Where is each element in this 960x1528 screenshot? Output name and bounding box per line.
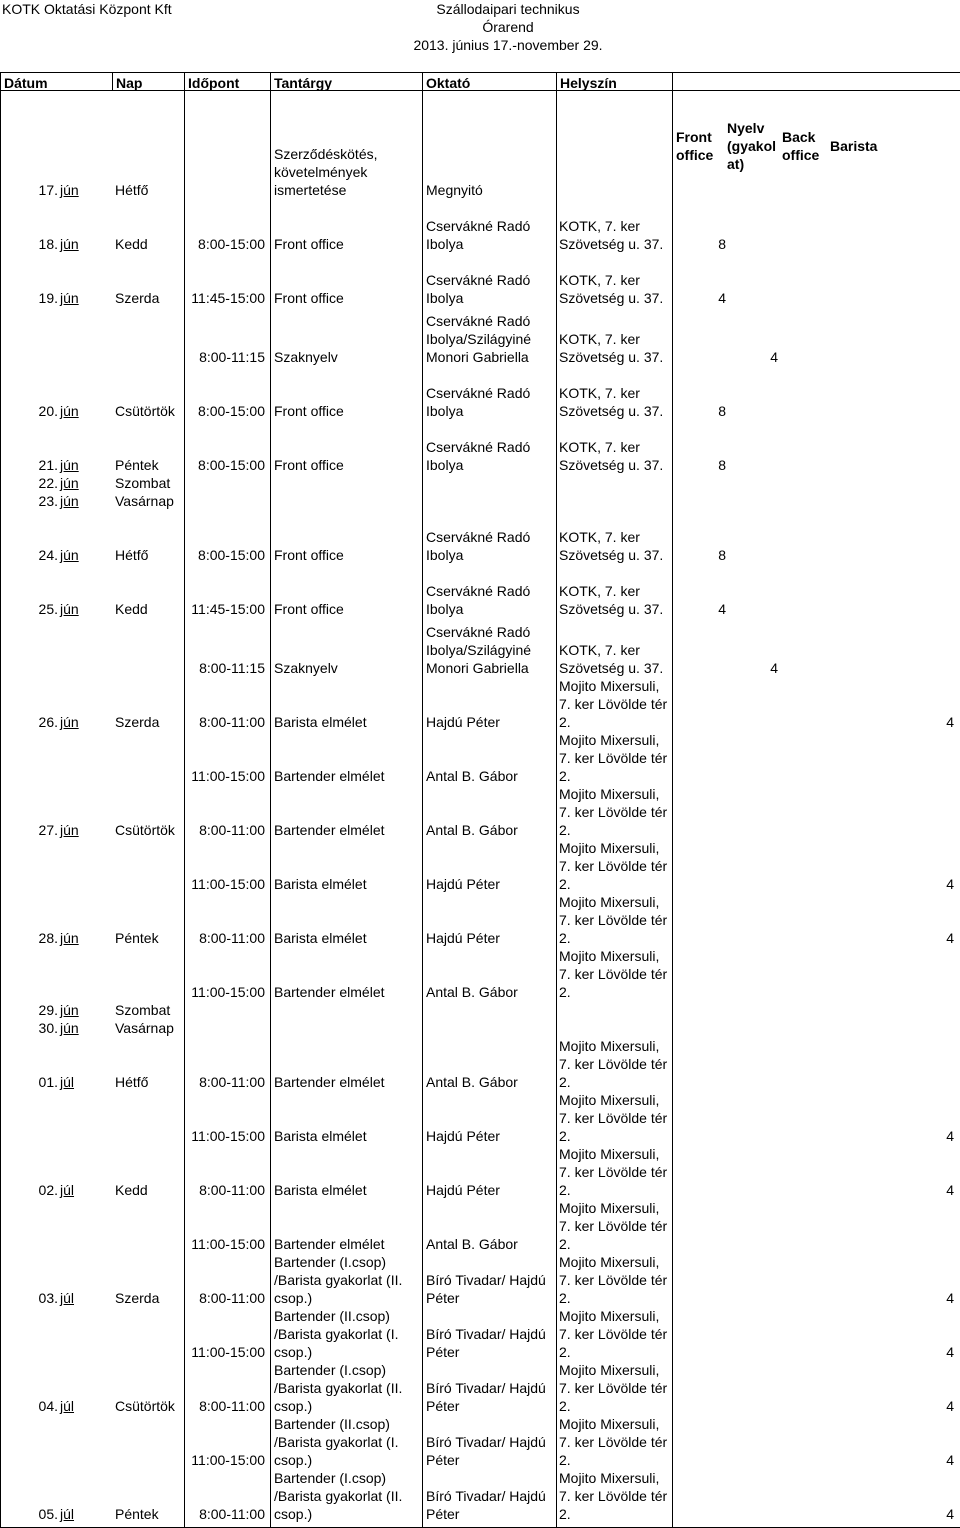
date-number: 23. [38, 493, 58, 509]
day-name: Hétfő [115, 182, 149, 198]
date-month: jún [60, 290, 79, 306]
program-name: Szállodaipari technikus [436, 1, 580, 17]
subject-cell: Bartender elmélet [274, 768, 385, 784]
subject-cell: Barista elmélet [274, 876, 367, 892]
front-office-hours: 4 [718, 290, 726, 306]
date-number: 01. [38, 1074, 58, 1090]
date-number: 29. [38, 1002, 58, 1018]
location-cell: KOTK, 7. ker Szövetség u. 37. [559, 218, 664, 252]
barista-hours: 4 [946, 1182, 954, 1198]
subject-cell: Bartender (I.csop) /Barista gyakorlat (II. csop.) [274, 1470, 403, 1522]
date-number: 27. [38, 822, 58, 838]
day-name: Szerda [115, 714, 160, 730]
location-cell: Mojito Mixersuli, 7. ker Lövölde tér 2. [559, 1416, 668, 1468]
date-month: júl [60, 1398, 75, 1414]
subject-cell: Front office [274, 290, 344, 306]
date-number: 30. [38, 1020, 58, 1036]
date-number: 05. [38, 1506, 58, 1522]
location-cell: Mojito Mixersuli, 7. ker Lövölde tér 2. [559, 1038, 668, 1090]
location-cell: Mojito Mixersuli, 7. ker Lövölde tér 2. [559, 1146, 668, 1198]
day-name: Hétfő [115, 1074, 149, 1090]
location-cell: Mojito Mixersuli, 7. ker Lövölde tér 2. [559, 894, 668, 946]
date-number: 04. [38, 1398, 58, 1414]
teacher-cell: Hajdú Péter [426, 714, 500, 730]
col-barista: Barista [830, 138, 878, 154]
document-title: Órarend [482, 19, 534, 35]
time-slot: 8:00-11:00 [199, 930, 265, 946]
subject-cell: Szaknyelv [274, 349, 338, 365]
date-month: jún [60, 236, 79, 252]
barista-hours: 4 [946, 1398, 954, 1414]
date-month: jún [60, 403, 79, 419]
location-cell: Mojito Mixersuli, 7. ker Lövölde tér 2. [559, 948, 668, 1000]
date-number: 26. [38, 714, 58, 730]
teacher-cell: Bíró Tivadar/ Hajdú Péter [426, 1488, 546, 1522]
location-cell: KOTK, 7. ker Szövetség u. 37. [559, 385, 664, 419]
subject-cell: Front office [274, 403, 344, 419]
time-slot: 11:45-15:00 [191, 290, 265, 306]
day-name: Szerda [115, 290, 160, 306]
day-name: Péntek [115, 1506, 159, 1522]
time-slot: 8:00-11:00 [199, 1182, 265, 1198]
day-name: Péntek [115, 930, 159, 946]
day-name: Hétfő [115, 547, 149, 563]
front-office-hours: 4 [718, 601, 726, 617]
date-month: júl [60, 1506, 75, 1522]
teacher-cell: Cservákné Radó Ibolya [426, 529, 531, 563]
time-slot: 11:45-15:00 [191, 601, 265, 617]
teacher-cell: Antal B. Gábor [426, 822, 518, 838]
subject-cell: Bartender (II.csop) /Barista gyakorlat (I. csop.) [274, 1308, 399, 1360]
location-cell: KOTK, 7. ker Szövetség u. 37. [559, 583, 664, 617]
teacher-cell: Antal B. Gábor [426, 1236, 518, 1252]
location-cell: Mojito Mixersuli, 7. ker Lövölde tér 2. [559, 1470, 668, 1522]
subject-cell: Front office [274, 601, 344, 617]
date-number: 02. [38, 1182, 58, 1198]
col-teacher: Oktató [426, 75, 471, 91]
date-number: 25. [38, 601, 58, 617]
time-slot: 11:00-15:00 [191, 1452, 265, 1468]
time-slot: 8:00-11:00 [199, 1398, 265, 1414]
teacher-cell: Antal B. Gábor [426, 1074, 518, 1090]
day-name: Kedd [115, 1182, 148, 1198]
subject-cell: Bartender elmélet [274, 1236, 385, 1252]
time-slot: 11:00-15:00 [191, 1128, 265, 1144]
date-month: jún [60, 1002, 79, 1018]
date-number: 21. [38, 457, 58, 473]
location-cell: KOTK, 7. ker Szövetség u. 37. [559, 529, 664, 563]
barista-hours: 4 [946, 1452, 954, 1468]
subject-cell: Front office [274, 457, 344, 473]
time-slot: 8:00-15:00 [198, 403, 265, 419]
barista-hours: 4 [946, 876, 954, 892]
time-slot: 8:00-11:00 [199, 1506, 265, 1522]
time-slot: 11:00-15:00 [191, 1344, 265, 1360]
time-slot: 8:00-11:15 [199, 349, 265, 365]
teacher-cell: Cservákné Radó Ibolya/Szilágyiné Monori Gabriella [426, 313, 532, 365]
date-number: 17. [38, 182, 58, 198]
time-slot: 11:00-15:00 [191, 768, 265, 784]
col-front-office: Front office [676, 129, 714, 163]
subject-cell: Barista elmélet [274, 930, 367, 946]
location-cell: Mojito Mixersuli, 7. ker Lövölde tér 2. [559, 1254, 668, 1306]
nyelv-hours: 4 [770, 660, 778, 676]
front-office-hours: 8 [718, 403, 726, 419]
col-date: Dátum [4, 75, 48, 91]
teacher-cell: Cservákné Radó Ibolya [426, 439, 531, 473]
location-cell: Mojito Mixersuli, 7. ker Lövölde tér 2. [559, 678, 668, 730]
period-range: 2013. június 17.-november 29. [413, 37, 603, 53]
time-slot: 8:00-15:00 [198, 457, 265, 473]
date-month: júl [60, 1182, 75, 1198]
subject-cell: Barista elmélet [274, 1128, 367, 1144]
time-slot: 8:00-11:00 [199, 1074, 265, 1090]
barista-hours: 4 [946, 1344, 954, 1360]
barista-hours: 4 [946, 930, 954, 946]
teacher-cell: Bíró Tivadar/ Hajdú Péter [426, 1272, 546, 1306]
day-name: Csütörtök [115, 403, 175, 419]
day-name: Vasárnap [115, 493, 174, 509]
subject-cell: Barista elmélet [274, 1182, 367, 1198]
teacher-cell: Bíró Tivadar/ Hajdú Péter [426, 1434, 546, 1468]
time-slot: 11:00-15:00 [191, 984, 265, 1000]
location-cell: Mojito Mixersuli, 7. ker Lövölde tér 2. [559, 1092, 668, 1144]
col-time: Időpont [188, 75, 240, 91]
barista-hours: 4 [946, 714, 954, 730]
location-cell: Mojito Mixersuli, 7. ker Lövölde tér 2. [559, 1308, 668, 1360]
subject-cell: Szerződéskötés, követelmények ismertetése [274, 146, 378, 198]
subject-cell: Bartender elmélet [274, 984, 385, 1000]
teacher-cell: Cservákné Radó Ibolya [426, 385, 531, 419]
time-slot: 8:00-15:00 [198, 547, 265, 563]
time-slot: 8:00-11:00 [199, 1290, 265, 1306]
time-slot: 8:00-11:00 [199, 822, 265, 838]
day-name: Péntek [115, 457, 159, 473]
date-month: jún [60, 547, 79, 563]
date-month: jún [60, 930, 79, 946]
date-month: jún [60, 822, 79, 838]
date-number: 28. [38, 930, 58, 946]
date-month: jún [60, 601, 79, 617]
subject-cell: Szaknyelv [274, 660, 338, 676]
org-name: KOTK Oktatási Központ Kft [2, 1, 172, 17]
teacher-cell: Bíró Tivadar/ Hajdú Péter [426, 1380, 546, 1414]
nyelv-hours: 4 [770, 349, 778, 365]
location-cell: Mojito Mixersuli, 7. ker Lövölde tér 2. [559, 732, 668, 784]
barista-hours: 4 [946, 1128, 954, 1144]
date-month: jún [60, 493, 79, 509]
front-office-hours: 8 [718, 236, 726, 252]
front-office-hours: 8 [718, 547, 726, 563]
time-slot: 8:00-15:00 [198, 236, 265, 252]
time-slot: 11:00-15:00 [191, 876, 265, 892]
subject-cell: Bartender (II.csop) /Barista gyakorlat (I. csop.) [274, 1416, 399, 1468]
col-subject: Tantárgy [274, 75, 333, 91]
col-day: Nap [116, 75, 143, 91]
teacher-cell: Bíró Tivadar/ Hajdú Péter [426, 1326, 546, 1360]
location-cell: KOTK, 7. ker Szövetség u. 37. [559, 272, 664, 306]
location-cell: KOTK, 7. ker Szövetség u. 37. [559, 642, 664, 676]
date-month: júl [60, 1074, 75, 1090]
time-slot: 8:00-11:15 [199, 660, 265, 676]
subject-cell: Bartender (I.csop) /Barista gyakorlat (II. csop.) [274, 1254, 403, 1306]
day-name: Vasárnap [115, 1020, 174, 1036]
subject-cell: Front office [274, 236, 344, 252]
teacher-cell: Hajdú Péter [426, 876, 500, 892]
time-slot: 8:00-11:00 [199, 714, 265, 730]
date-month: jún [60, 457, 79, 473]
teacher-cell: Cservákné Radó Ibolya [426, 218, 531, 252]
day-name: Kedd [115, 236, 148, 252]
col-back-office: Back office [782, 129, 820, 163]
subject-cell: Bartender (I.csop) /Barista gyakorlat (II. csop.) [274, 1362, 403, 1414]
subject-cell: Bartender elmélet [274, 822, 385, 838]
teacher-cell: Antal B. Gábor [426, 984, 518, 1000]
date-number: 22. [38, 475, 58, 491]
day-name: Csütörtök [115, 1398, 175, 1414]
day-name: Csütörtök [115, 822, 175, 838]
teacher-cell: Cservákné Radó Ibolya [426, 583, 531, 617]
location-cell: Mojito Mixersuli, 7. ker Lövölde tér 2. [559, 840, 668, 892]
location-cell: Mojito Mixersuli, 7. ker Lövölde tér 2. [559, 1200, 668, 1252]
teacher-cell: Antal B. Gábor [426, 768, 518, 784]
date-number: 19. [38, 290, 58, 306]
front-office-hours: 8 [718, 457, 726, 473]
date-month: jún [60, 475, 79, 491]
location-cell: KOTK, 7. ker Szövetség u. 37. [559, 439, 664, 473]
location-cell: Mojito Mixersuli, 7. ker Lövölde tér 2. [559, 786, 668, 838]
date-number: 24. [38, 547, 58, 563]
date-month: júl [60, 1290, 75, 1306]
date-number: 03. [38, 1290, 58, 1306]
date-month: jún [60, 1020, 79, 1036]
date-month: jún [60, 182, 79, 198]
col-nyelv: Nyelv (gyakol at) [727, 120, 777, 172]
date-number: 20. [38, 403, 58, 419]
day-name: Kedd [115, 601, 148, 617]
teacher-cell: Hajdú Péter [426, 930, 500, 946]
day-name: Szombat [115, 1002, 171, 1018]
subject-cell: Barista elmélet [274, 714, 367, 730]
date-month: jún [60, 714, 79, 730]
teacher-cell: Hajdú Péter [426, 1182, 500, 1198]
day-name: Szombat [115, 475, 171, 491]
location-cell: Mojito Mixersuli, 7. ker Lövölde tér 2. [559, 1362, 668, 1414]
subject-cell: Bartender elmélet [274, 1074, 385, 1090]
time-slot: 11:00-15:00 [191, 1236, 265, 1252]
barista-hours: 4 [946, 1506, 954, 1522]
subject-cell: Front office [274, 547, 344, 563]
barista-hours: 4 [946, 1290, 954, 1306]
teacher-cell: Cservákné Radó Ibolya/Szilágyiné Monori Gabriella [426, 624, 532, 676]
teacher-cell: Megnyitó [426, 182, 483, 198]
col-location: Helyszín [560, 75, 617, 91]
day-name: Szerda [115, 1290, 160, 1306]
location-cell: KOTK, 7. ker Szövetség u. 37. [559, 331, 664, 365]
teacher-cell: Cservákné Radó Ibolya [426, 272, 531, 306]
date-number: 18. [38, 236, 58, 252]
teacher-cell: Hajdú Péter [426, 1128, 500, 1144]
